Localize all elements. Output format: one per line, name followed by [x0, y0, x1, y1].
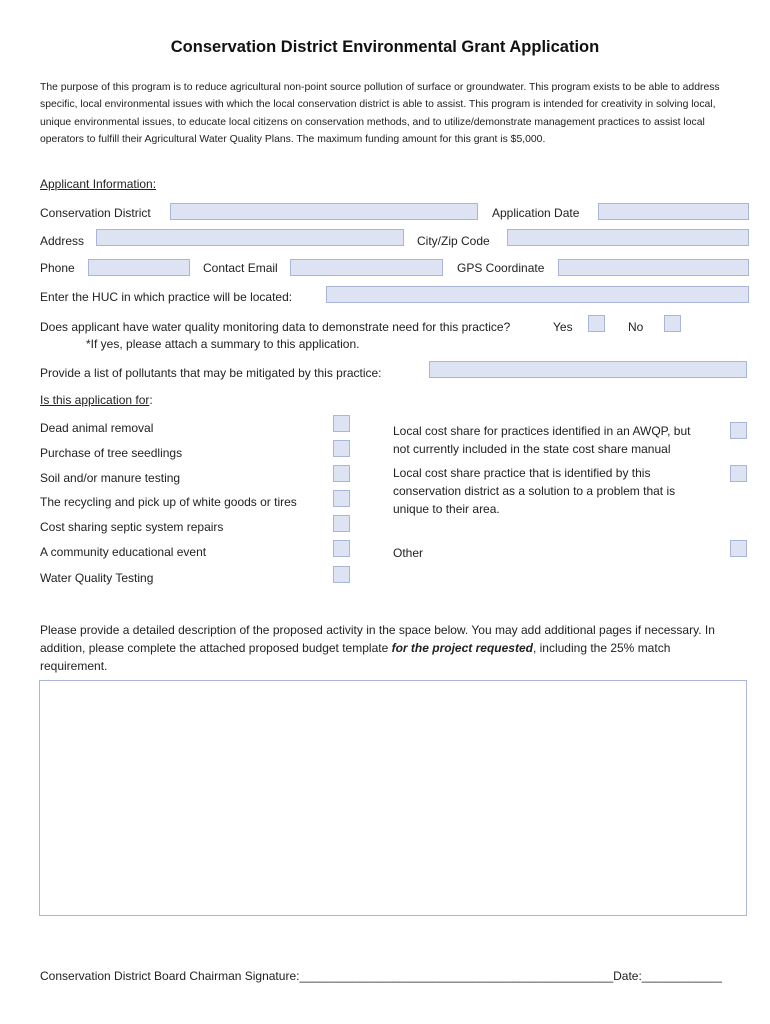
- option-educational-event: A community educational event: [40, 545, 207, 559]
- monitoring-question: Does applicant have water quality monitoring data to demonstrate need for this practice?: [40, 320, 511, 334]
- option-tree-seedlings: Purchase of tree seedlings: [40, 446, 183, 460]
- yes-label: Yes: [553, 320, 573, 334]
- option-dead-animal-removal: Dead animal removal: [40, 421, 154, 435]
- option-local-line3: unique to their area.: [393, 502, 500, 516]
- option-water-quality-testing: Water Quality Testing: [40, 571, 154, 585]
- option-local-practice: [393, 464, 675, 518]
- phone-label: Phone: [40, 261, 75, 275]
- applicant-info-heading: Applicant Information:: [40, 177, 157, 191]
- pollutants-label: Provide a list of pollutants that may be mitigated by this practice:: [40, 366, 382, 380]
- signature-line: Conservation District Board Chairman Signature:_______________________________________________Date:____________: [40, 969, 722, 983]
- option-soil-manure-testing: Soil and/or manure testing: [40, 471, 181, 485]
- checkbox-local-practice[interactable]: [730, 465, 747, 482]
- checkbox-white-goods-tires[interactable]: [333, 490, 350, 507]
- option-white-goods-tires: The recycling and pick up of white goods or tires: [40, 495, 297, 509]
- city-zip-label: City/Zip Code: [417, 234, 490, 248]
- application-for-heading: [40, 393, 153, 407]
- form-title: Conservation District Environmental Grant Application: [170, 38, 600, 56]
- contact-email-label: Contact Email: [203, 261, 278, 275]
- application-date-label: Application Date: [492, 206, 580, 220]
- huc-label: Enter the HUC in which practice will be located:: [40, 290, 293, 304]
- yes-checkbox[interactable]: [588, 315, 605, 332]
- city-zip-field[interactable]: [507, 229, 749, 246]
- description-instructions: [40, 621, 730, 675]
- description-text-emphasis: for the project requested: [391, 641, 533, 655]
- option-other: Other: [393, 546, 424, 560]
- checkbox-other[interactable]: [730, 540, 747, 557]
- no-label: No: [628, 320, 644, 334]
- district-label: Conservation District: [40, 206, 151, 220]
- no-checkbox[interactable]: [664, 315, 681, 332]
- checkbox-water-quality-testing[interactable]: [333, 566, 350, 583]
- application-date-field[interactable]: [598, 203, 749, 220]
- gps-field[interactable]: [558, 259, 749, 276]
- option-awqp-line1: Local cost share for practices identified in an AWQP, but: [393, 424, 691, 438]
- application-for-heading-colon: :: [149, 393, 153, 407]
- monitoring-note: *If yes, please attach a summary to this application.: [86, 337, 360, 351]
- gps-label: GPS Coordinate: [457, 261, 545, 275]
- phone-field[interactable]: [88, 259, 190, 276]
- application-for-heading-text: Is this application for: [40, 393, 150, 407]
- intro-paragraph: The purpose of this program is to reduce agricultural non-point source pollution of surface or groundwater. This program exists to be able to address specific, local environmental issues with which the local conservation district is able to assist. This program is intended for creativity in solving local, unique environmental issues, to educate local citizens on conservation methods, and to utilize/demonstrate management practices to assist local operators to fulfill their Agricultural Water Quality Plans. The maximum funding amount for this grant is $5,000.: [40, 82, 720, 146]
- option-local-line2: conservation district as a solution to a problem that is: [393, 484, 676, 498]
- option-local-line1: Local cost share practice that is identified by this: [393, 466, 651, 480]
- checkbox-soil-manure-testing[interactable]: [333, 465, 350, 482]
- description-textarea[interactable]: [39, 680, 747, 916]
- contact-email-field[interactable]: [290, 259, 443, 276]
- checkbox-tree-seedlings[interactable]: [333, 440, 350, 457]
- district-field[interactable]: [170, 203, 478, 220]
- address-field[interactable]: [96, 229, 404, 246]
- option-septic-repairs: Cost sharing septic system repairs: [40, 520, 224, 534]
- checkbox-awqp-cost-share[interactable]: [730, 422, 747, 439]
- checkbox-dead-animal-removal[interactable]: [333, 415, 350, 432]
- option-awqp-line2: not currently included in the state cost share manual: [393, 442, 671, 456]
- huc-field[interactable]: [326, 286, 749, 303]
- checkbox-educational-event[interactable]: [333, 540, 350, 557]
- description-text-after: , including the 25% match requirement.: [40, 641, 671, 673]
- description-text-before: Please provide a detailed description of the proposed activity in the space below. You may add additional pages if necessary. In addition, please complete the attached proposed budget template: [40, 623, 715, 655]
- address-label: Address: [40, 234, 85, 248]
- option-awqp-cost-share: [393, 422, 691, 458]
- pollutants-field[interactable]: [429, 361, 747, 378]
- checkbox-septic-repairs[interactable]: [333, 515, 350, 532]
